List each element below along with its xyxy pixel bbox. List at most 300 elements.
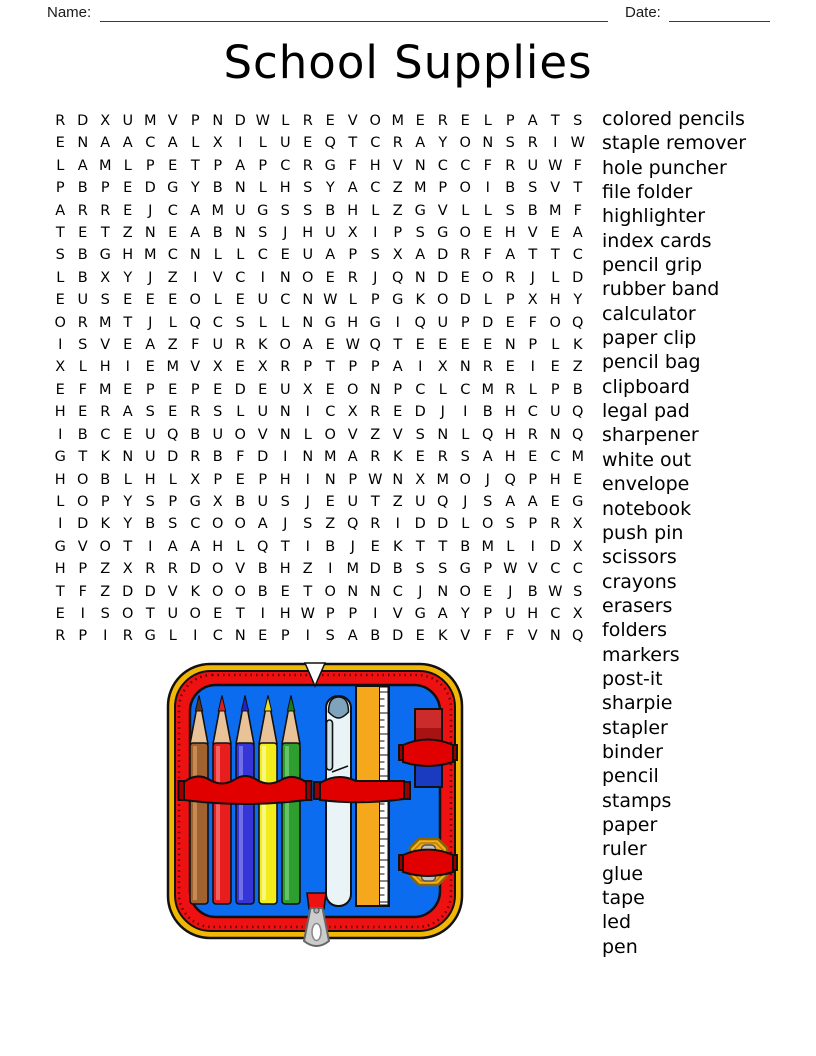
grid-letter: Z [302, 561, 313, 578]
grid-letter: X [100, 113, 111, 129]
grid-letter: P [303, 359, 313, 376]
grid-letter: H [549, 292, 561, 309]
grid-letter: T [123, 538, 133, 555]
grid-letter: P [483, 605, 493, 622]
grid-letter: X [347, 225, 358, 242]
grid-letter: I [530, 538, 535, 555]
grid-letter: L [191, 135, 200, 152]
grid-letter: V [550, 180, 561, 197]
grid-letter: E [258, 628, 268, 645]
grid-letter: O [437, 292, 449, 309]
grid-letter: L [258, 314, 267, 331]
grid-letter: T [528, 247, 538, 264]
grid-letter: D [144, 583, 156, 600]
grid-letter: I [125, 359, 130, 376]
grid-letter: H [347, 314, 359, 331]
word-list-item: legal pad [602, 400, 690, 423]
grid-letter: J [148, 269, 153, 286]
grid-letter: W [300, 605, 315, 622]
grid-letter: Q [257, 538, 269, 555]
grid-letter: J [305, 493, 310, 510]
grid-letter: E [325, 493, 335, 510]
grid-letter: R [302, 157, 313, 174]
grid-letter: A [122, 404, 133, 421]
grid-letter: A [145, 337, 156, 354]
grid-letter: P [370, 359, 380, 376]
grid-letter: Z [392, 180, 403, 197]
grid-letter: P [438, 180, 448, 197]
grid-letter: N [459, 359, 471, 376]
grid-letter: E [325, 381, 335, 398]
word-list-item: crayons [602, 570, 677, 593]
grid-letter: E [123, 337, 133, 354]
grid-letter: S [505, 516, 515, 533]
grid-letter: O [54, 314, 66, 331]
grid-letter: S [303, 202, 313, 219]
grid-letter: U [504, 605, 516, 622]
grid-letter: C [280, 157, 291, 174]
grid-letter: L [78, 359, 87, 376]
grid-letter: J [373, 269, 378, 286]
grid-letter: R [167, 561, 178, 578]
grid-letter: Z [100, 561, 111, 578]
grid-letter: M [323, 449, 337, 466]
grid-letter: J [440, 404, 445, 421]
grid-letter: H [302, 225, 314, 242]
grid-letter: I [305, 628, 310, 645]
grid-letter: S [168, 516, 178, 533]
grid-letter: V [527, 225, 538, 242]
grid-letter: L [281, 113, 290, 129]
grid-letter: T [303, 583, 313, 600]
grid-letter: O [459, 225, 471, 242]
grid-letter: J [350, 538, 355, 555]
grid-letter: M [98, 381, 112, 398]
grid-letter: I [463, 404, 468, 421]
grid-letter: E [78, 225, 88, 242]
grid-letter: I [193, 269, 198, 286]
grid-letter: H [504, 404, 516, 421]
grid-letter: R [100, 404, 111, 421]
grid-letter: E [55, 135, 65, 152]
grid-letter: N [212, 113, 224, 129]
grid-letter: B [77, 426, 88, 443]
grid-letter: C [370, 180, 381, 197]
grid-letter: L [281, 314, 290, 331]
word-list-item: stamps [602, 789, 672, 812]
grid-letter: U [122, 113, 134, 129]
grid-letter: Q [414, 314, 426, 331]
grid-letter: E [168, 404, 178, 421]
grid-letter: I [328, 561, 333, 578]
grid-letter: B [77, 180, 88, 197]
grid-letter: S [505, 135, 515, 152]
grid-letter: C [167, 202, 178, 219]
grid-letter: S [258, 225, 268, 242]
grid-letter: R [437, 449, 448, 466]
grid-letter: G [189, 493, 201, 510]
grid-letter: E [168, 225, 178, 242]
grid-letter: I [530, 359, 535, 376]
grid-letter: T [55, 225, 65, 242]
grid-letter: E [573, 471, 583, 488]
word-list-item: post-it [602, 667, 663, 690]
grid-letter: F [483, 247, 492, 264]
grid-letter: U [279, 135, 291, 152]
grid-letter: G [459, 561, 471, 578]
grid-letter: X [212, 493, 223, 510]
grid-letter: I [305, 538, 310, 555]
word-list-item: index cards [602, 229, 712, 252]
word-list-item: clipboard [602, 375, 690, 398]
word-list-item: paper [602, 813, 658, 836]
word-list-item: calculator [602, 302, 696, 325]
grid-letter: X [190, 471, 201, 488]
grid-letter: E [123, 292, 133, 309]
grid-letter: F [78, 583, 87, 600]
grid-letter: C [100, 426, 111, 443]
grid-letter: O [324, 583, 336, 600]
grid-letter: L [303, 426, 312, 443]
grid-letter: J [418, 583, 423, 600]
grid-letter: H [347, 202, 359, 219]
grid-letter: H [504, 225, 516, 242]
grid-letter: N [122, 449, 134, 466]
grid-letter: S [100, 292, 110, 309]
date-label: Date: [625, 4, 661, 21]
grid-letter: D [167, 449, 179, 466]
grid-letter: P [190, 381, 200, 398]
grid-letter: X [415, 471, 426, 488]
grid-letter: Y [573, 292, 583, 309]
grid-letter: U [77, 292, 89, 309]
grid-letter: D [234, 113, 246, 129]
grid-letter: E [550, 493, 560, 510]
grid-letter: A [347, 180, 358, 197]
grid-letter: G [54, 538, 66, 555]
grid-letter: R [122, 628, 133, 645]
page-title: School Supplies [223, 36, 593, 89]
grid-letter: Q [572, 404, 584, 421]
grid-letter: V [212, 269, 223, 286]
grid-letter: Z [392, 202, 403, 219]
grid-letter: G [324, 314, 336, 331]
grid-letter: P [168, 493, 178, 510]
grid-letter: P [460, 314, 470, 331]
word-list-item: led [602, 911, 632, 934]
grid-letter: B [527, 583, 538, 600]
grid-letter: P [190, 113, 200, 129]
grid-letter: P [100, 493, 110, 510]
grid-letter: X [392, 247, 403, 264]
grid-letter: L [258, 180, 267, 197]
grid-letter: E [123, 180, 133, 197]
grid-letter: N [482, 135, 494, 152]
grid-letter: L [168, 628, 177, 645]
grid-letter: D [482, 314, 494, 331]
grid-letter: O [122, 605, 134, 622]
grid-letter: S [505, 202, 515, 219]
grid-letter: K [190, 583, 200, 600]
grid-letter: U [212, 337, 224, 354]
grid-letter: N [302, 314, 314, 331]
grid-letter: M [143, 247, 157, 264]
grid-letter: M [346, 561, 359, 578]
grid-letter: F [348, 157, 357, 174]
grid-letter: U [144, 449, 156, 466]
word-list-item: sharpie [602, 692, 673, 715]
grid-letter: A [482, 449, 493, 466]
grid-letter: E [55, 381, 65, 398]
grid-letter: O [347, 381, 359, 398]
grid-letter: E [415, 337, 425, 354]
grid-letter: W [345, 337, 360, 354]
grid-letter: A [527, 493, 538, 510]
grid-letter: B [235, 493, 246, 510]
grid-letter: G [144, 628, 156, 645]
word-list-item: erasers [602, 594, 673, 617]
grid-letter: A [347, 628, 358, 645]
grid-letter: E [550, 359, 560, 376]
grid-letter: A [235, 157, 246, 174]
grid-letter: Z [392, 493, 403, 510]
grid-letter: R [527, 426, 538, 443]
grid-letter: S [415, 561, 425, 578]
grid-letter: A [77, 157, 88, 174]
grid-letter: A [347, 449, 358, 466]
grid-letter: L [213, 292, 222, 309]
grid-letter: E [123, 426, 133, 443]
grid-letter: T [78, 449, 88, 466]
grid-letter: I [103, 628, 108, 645]
grid-letter: O [549, 314, 561, 331]
grid-letter: Q [572, 314, 584, 331]
grid-letter: Q [437, 493, 449, 510]
grid-letter: E [168, 292, 178, 309]
grid-letter: P [213, 471, 223, 488]
grid-letter: O [77, 471, 89, 488]
grid-letter: T [100, 225, 110, 242]
grid-letter: E [325, 113, 335, 129]
grid-letter: D [572, 269, 584, 286]
grid-letter: L [483, 202, 492, 219]
grid-letter: E [460, 337, 470, 354]
grid-letter: I [260, 605, 265, 622]
grid-letter: G [167, 180, 179, 197]
grid-letter: B [370, 628, 381, 645]
grid-letter: P [528, 471, 538, 488]
grid-letter: Z [167, 337, 178, 354]
grid-letter: L [506, 538, 515, 555]
grid-letter: V [257, 426, 268, 443]
grid-letter: L [258, 135, 267, 152]
grid-letter: I [305, 471, 310, 488]
grid-letter: U [324, 225, 336, 242]
word-list-item: colored pencils [602, 108, 745, 130]
grid-letter: M [391, 113, 404, 129]
grid-letter: G [437, 225, 449, 242]
grid-letter: E [415, 449, 425, 466]
grid-letter: T [415, 538, 425, 555]
grid-letter: B [325, 202, 336, 219]
grid-letter: R [77, 314, 88, 331]
grid-letter: T [123, 314, 133, 331]
grid-letter: L [168, 471, 177, 488]
grid-letter: H [54, 561, 66, 578]
grid-letter: B [77, 247, 88, 264]
word-list-item: hole puncher [602, 156, 727, 179]
grid-letter: X [347, 404, 358, 421]
grid-letter: U [414, 493, 426, 510]
grid-letter: B [212, 225, 223, 242]
grid-letter: E [55, 605, 65, 622]
grid-letter: O [234, 516, 246, 533]
grid-letter: N [549, 628, 561, 645]
grid-letter: H [549, 471, 561, 488]
grid-letter: C [280, 292, 291, 309]
grid-letter: D [122, 583, 134, 600]
grid-letter: H [504, 426, 516, 443]
grid-letter: I [238, 135, 243, 152]
grid-letter: O [212, 561, 224, 578]
grid-letter: E [483, 337, 493, 354]
grid-letter: B [460, 538, 471, 555]
grid-letter: B [257, 583, 268, 600]
grid-letter: E [55, 292, 65, 309]
grid-letter: E [235, 359, 245, 376]
grid-letter: S [235, 314, 245, 331]
grid-letter: R [437, 113, 448, 129]
grid-letter: A [167, 538, 178, 555]
grid-letter: O [459, 135, 471, 152]
grid-letter: T [550, 247, 560, 264]
grid-letter: D [77, 516, 89, 533]
grid-letter: L [461, 516, 470, 533]
grid-letter: F [528, 314, 537, 331]
grid-letter: C [460, 157, 471, 174]
grid-letter: V [527, 561, 538, 578]
grid-letter: P [393, 225, 403, 242]
grid-letter: P [100, 180, 110, 197]
grid-letter: L [123, 471, 132, 488]
grid-letter: I [373, 225, 378, 242]
pen-clip [327, 720, 333, 770]
grid-letter: H [54, 404, 66, 421]
grid-letter: D [549, 538, 561, 555]
grid-letter: E [438, 337, 448, 354]
grid-letter: V [347, 113, 358, 129]
word-list-item: markers [602, 643, 680, 666]
grid-letter: U [437, 314, 449, 331]
grid-letter: N [77, 135, 89, 152]
word-list-item: white out [602, 448, 692, 471]
grid-letter: L [551, 269, 560, 286]
word-list-item: ruler [602, 838, 647, 861]
grid-letter: C [370, 135, 381, 152]
grid-letter: N [234, 628, 246, 645]
grid-letter: I [395, 516, 400, 533]
grid-letter: H [279, 180, 291, 197]
grid-letter: T [550, 113, 560, 129]
grid-letter: P [258, 471, 268, 488]
grid-letter: H [144, 471, 156, 488]
grid-letter: L [236, 247, 245, 264]
grid-letter: R [235, 337, 246, 354]
grid-letter: O [212, 583, 224, 600]
word-list-item: sharpener [602, 424, 699, 447]
grid-letter: E [550, 225, 560, 242]
grid-letter: I [80, 605, 85, 622]
grid-letter: I [553, 135, 558, 152]
grid-letter: H [212, 538, 224, 555]
word-list-item: paper clip [602, 327, 697, 350]
grid-letter: X [302, 381, 313, 398]
grid-letter: G [369, 314, 381, 331]
grid-letter: E [460, 269, 470, 286]
grid-letter: S [325, 628, 335, 645]
grid-letter: V [190, 359, 201, 376]
grid-letter: O [302, 269, 314, 286]
grid-letter: E [78, 404, 88, 421]
grid-letter: R [505, 157, 516, 174]
grid-letter: N [279, 426, 291, 443]
grid-letter: P [280, 628, 290, 645]
grid-letter: E [325, 337, 335, 354]
grid-letter: N [347, 583, 359, 600]
grid-letter: F [573, 157, 582, 174]
grid-letter: B [145, 516, 156, 533]
grid-letter: S [415, 426, 425, 443]
grid-letter: E [168, 157, 178, 174]
grid-letter: S [370, 247, 380, 264]
grid-letter: R [392, 135, 403, 152]
grid-letter: D [437, 247, 449, 264]
grid-letter: Q [167, 426, 179, 443]
grid-letter: S [573, 583, 583, 600]
grid-letter: C [527, 404, 538, 421]
grid-letter: K [257, 337, 268, 354]
grid-letter: C [437, 157, 448, 174]
grid-letter: M [211, 202, 224, 219]
grid-letter: D [369, 561, 381, 578]
grid-letter: R [370, 404, 381, 421]
grid-letter: B [505, 180, 516, 197]
word-list-item: staple remover [602, 132, 747, 155]
grid-letter: Q [392, 269, 404, 286]
grid-letter: E [415, 628, 425, 645]
grid-letter: V [460, 628, 471, 645]
grid-letter: V [437, 202, 448, 219]
grid-letter: M [413, 180, 427, 197]
grid-letter: P [348, 471, 358, 488]
grid-letter: I [418, 359, 423, 376]
word-list-item: scissors [602, 546, 677, 569]
grid-letter: N [414, 157, 426, 174]
grid-letter: B [482, 404, 493, 421]
grid-letter: N [234, 180, 246, 197]
grid-letter: Y [190, 180, 200, 197]
grid-letter: C [550, 449, 561, 466]
grid-letter: A [190, 202, 201, 219]
grid-letter: P [145, 157, 155, 174]
grid-letter: D [437, 269, 449, 286]
grid-letter: F [236, 449, 245, 466]
grid-letter: P [213, 157, 223, 174]
grid-letter: N [437, 583, 449, 600]
grid-letter: G [392, 292, 404, 309]
grid-letter: A [100, 135, 111, 152]
grid-letter: S [303, 516, 313, 533]
